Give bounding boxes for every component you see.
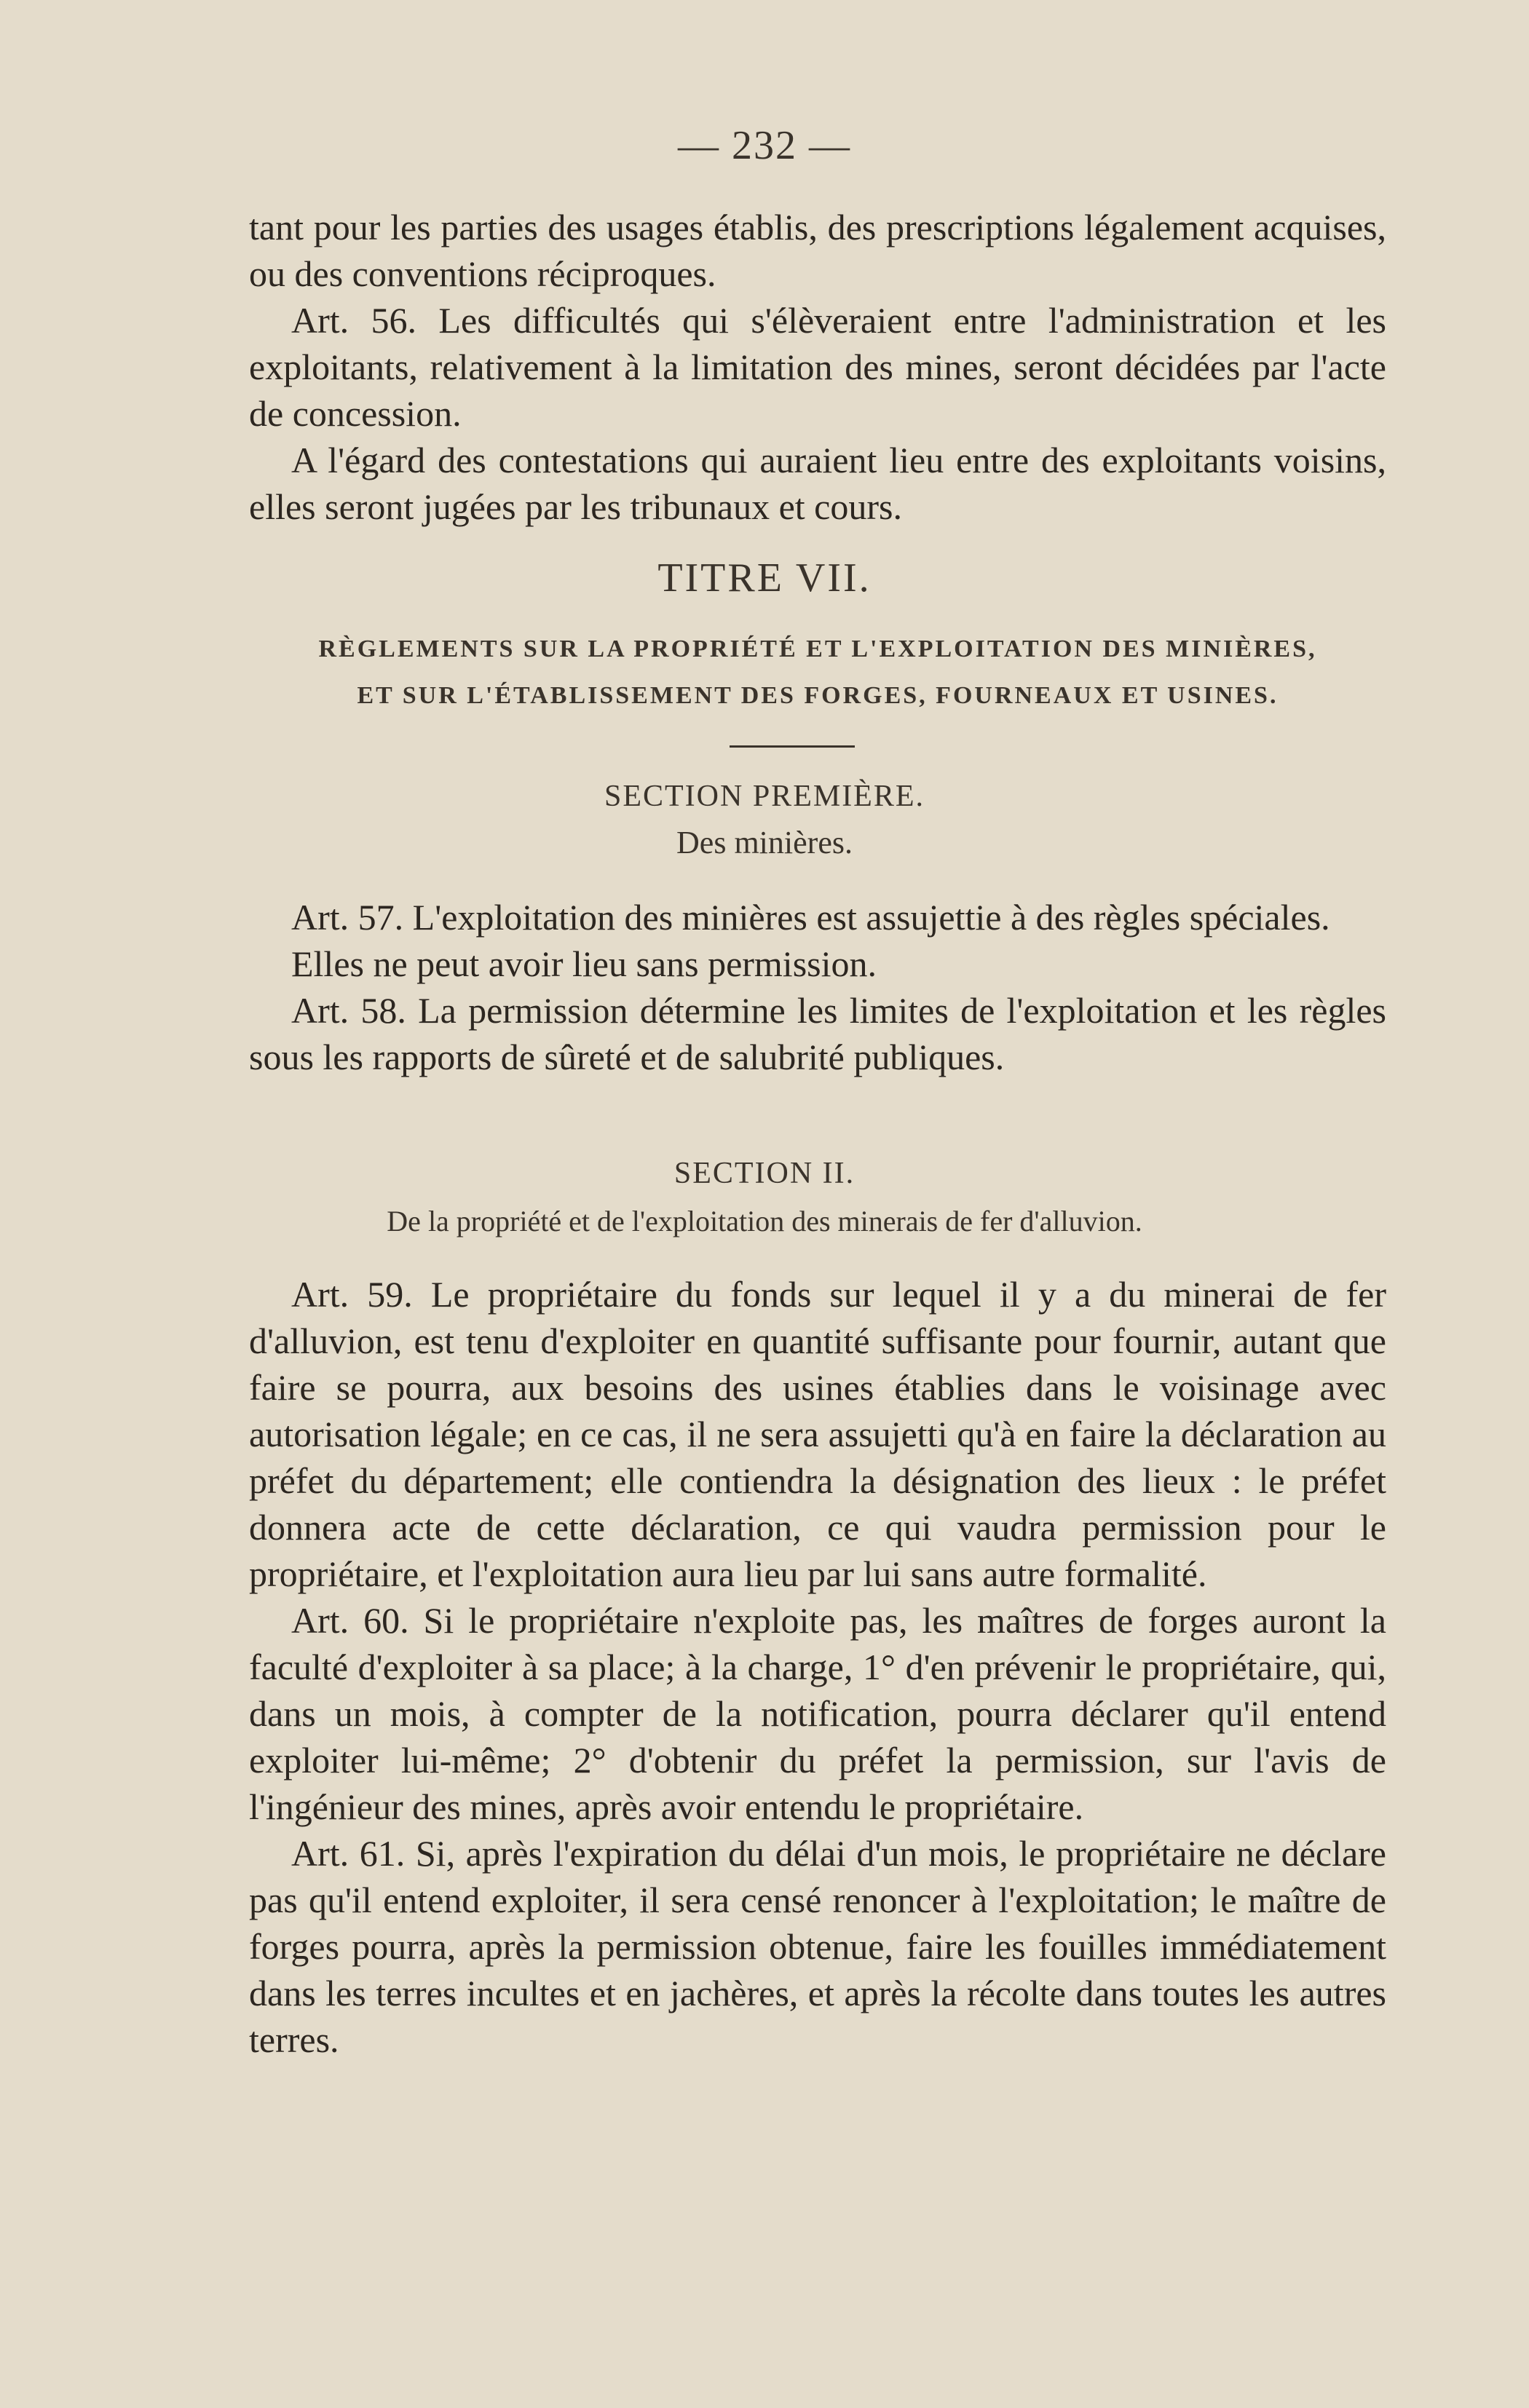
- titre-heading: TITRE VII.: [657, 555, 872, 601]
- section-1-subheading: Des minières.: [676, 825, 853, 860]
- article-58-paragraph: Art. 58. La permission détermine les limites de l'exploitation et les règles sous les rapports de sûreté et de salubrité publiques.: [249, 990, 1386, 1077]
- article-59-paragraph: Art. 59. Le propriétaire du fonds sur lequel il y a du minerai de fer d'alluvion, est tenu d'exploiter en quantité suffisante pour fournir, autant que faire se pourra, aux besoins des usines établies dans le voisinage avec autorisation légale; en ce cas, il ne sera assujetti qu'à en faire la déclaration au préfet du département; elle contiendra la désignation des lieux : le préfet donnera acte de cette déclaration, ce qui vaudra permission pour le propriétaire, et l'exploitation aura lieu par lui sans autre formalité.: [249, 1274, 1386, 1594]
- titre-subtitle-line-2: ET SUR L'ÉTABLISSEMENT DES FORGES, FOURNEAUX ET USINES.: [357, 682, 1279, 709]
- article-60-paragraph: Art. 60. Si le propriétaire n'exploite pas, les maîtres de forges auront la faculté d'exploiter à sa place; à la charge, 1° d'en prévenir le propriétaire, qui, dans un mois, à compter de la notification, pourra déclarer qu'il entend exploiter lui-même; 2° d'obtenir du préfet la permission, sur l'avis de l'ingénieur des mines, après avoir entendu le propriétaire.: [249, 1600, 1386, 1827]
- section-divider-rule: [730, 745, 855, 748]
- contestations-paragraph: A l'égard des contestations qui auraient lieu entre des exploitants voisins, elles seront jugées par les tribunaux et cours.: [249, 440, 1386, 527]
- page-number: — 232 —: [678, 123, 851, 168]
- intro-text-block: [249, 204, 1386, 530]
- titre-subtitle-line-1: RÈGLEMENTS SUR LA PROPRIÉTÉ ET L'EXPLOITATION DES MINIÈRES,: [318, 635, 1317, 662]
- section-2-subheading: De la propriété et de l'exploitation des minerais de fer d'alluvion.: [387, 1205, 1142, 1237]
- section-2-heading: SECTION II.: [673, 1157, 856, 1190]
- section-1-heading: SECTION PREMIÈRE.: [604, 780, 925, 813]
- article-56-paragraph: Art. 56. Les difficultés qui s'élèveraient entre l'administration et les exploitants, relativement à la limitation des mines, seront décidées par l'acte de concession.: [249, 300, 1386, 434]
- paragraph-continuation: tant pour les parties des usages établis, des prescriptions légalement acquises, ou des conventions réciproques.: [249, 207, 1386, 294]
- section-1-text-block: [249, 894, 1386, 1080]
- section-2-text-block: [249, 1271, 1386, 2063]
- article-61-paragraph: Art. 61. Si, après l'expiration du délai d'un mois, le propriétaire ne déclare pas qu'il entend exploiter, il sera censé renoncer à l'exploitation; le maître de forges pourra, après la permission obtenue, faire les fouilles immédiatement dans les terres incultes et en jachères, et après la récolte dans toutes les autres terres.: [249, 1833, 1386, 2060]
- permission-paragraph: Elles ne peut avoir lieu sans permission.: [291, 943, 877, 984]
- article-57-paragraph: Art. 57. L'exploitation des minières est assujettie à des règles spéciales.: [291, 897, 1330, 938]
